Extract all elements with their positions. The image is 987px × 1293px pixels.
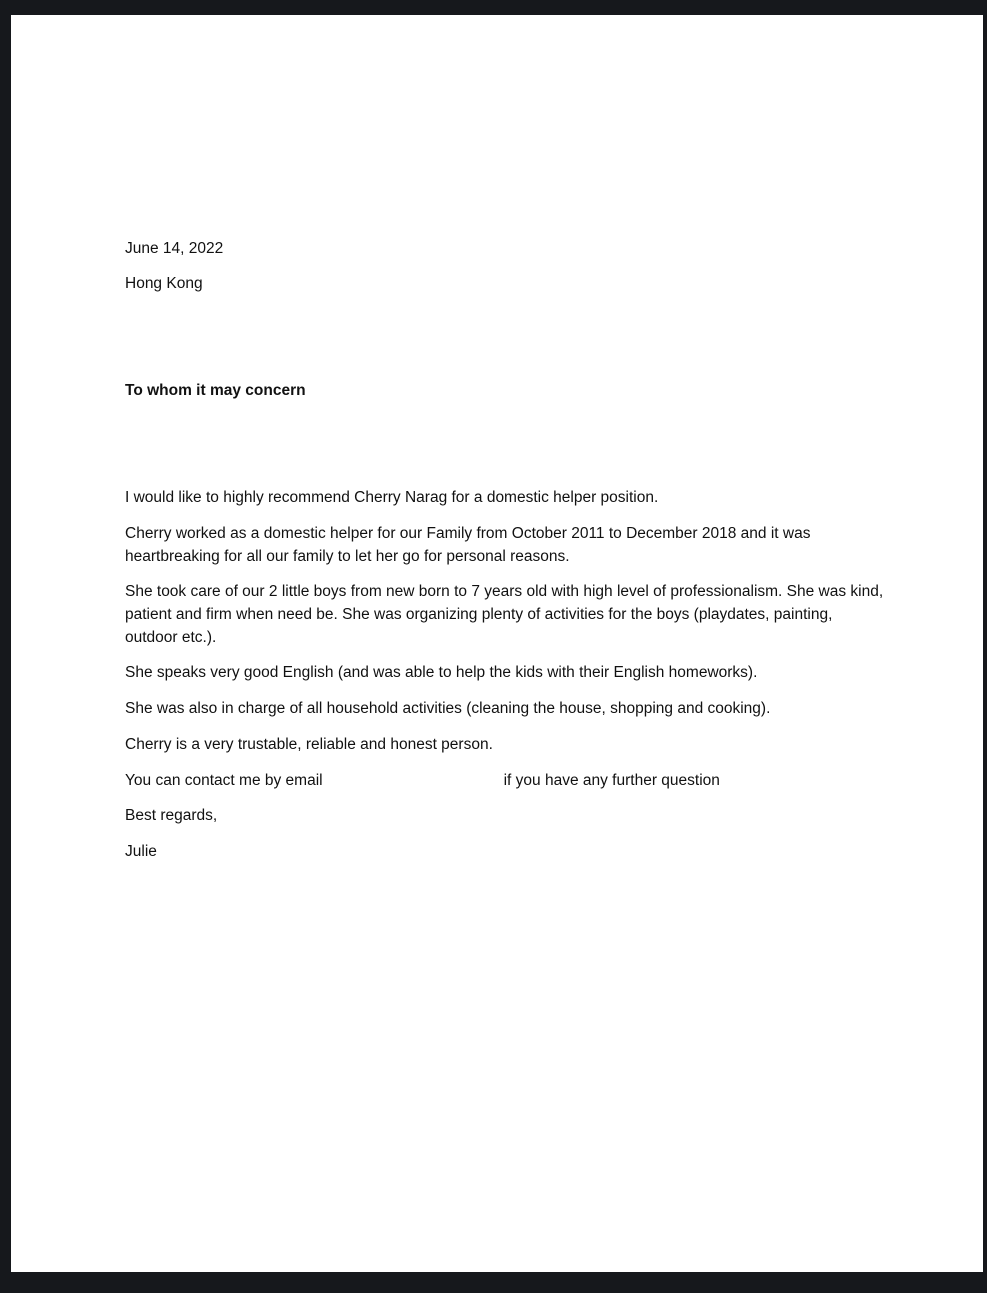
letter-location: Hong Kong	[125, 275, 203, 292]
paragraph-household: She was also in charge of all household activities (cleaning the house, shopping and cooking).	[125, 700, 771, 717]
letter-date: June 14, 2022	[125, 240, 224, 257]
paragraph-childcare: She took care of our 2 little boys from new born to 7 years old with high level of professionalism. She was kind, patient and firm when need be. She was organizing plenty of activities for the boys (playdates, painting, outdoor etc.).	[125, 583, 884, 646]
contact-line	[125, 769, 720, 792]
paragraph-employment: Cherry worked as a domestic helper for our Family from October 2011 to December 2018 and it was heartbreaking for all our family to let her go for personal reasons.	[125, 525, 811, 565]
letter-closing: Best regards,	[125, 807, 218, 824]
paragraph-recommendation: I would like to highly recommend Cherry Narag for a domestic helper position.	[125, 489, 659, 506]
paragraph-character: Cherry is a very trustable, reliable and honest person.	[125, 736, 493, 753]
paragraph-english: She speaks very good English (and was able to help the kids with their English homeworks).	[125, 664, 758, 681]
document-page	[11, 15, 983, 1272]
contact-text-after: if you have any further question	[503, 772, 720, 789]
letter-signature: Julie	[125, 843, 157, 860]
contact-text-before: You can contact me by email	[125, 772, 323, 789]
letter-salutation: To whom it may concern	[125, 382, 306, 399]
